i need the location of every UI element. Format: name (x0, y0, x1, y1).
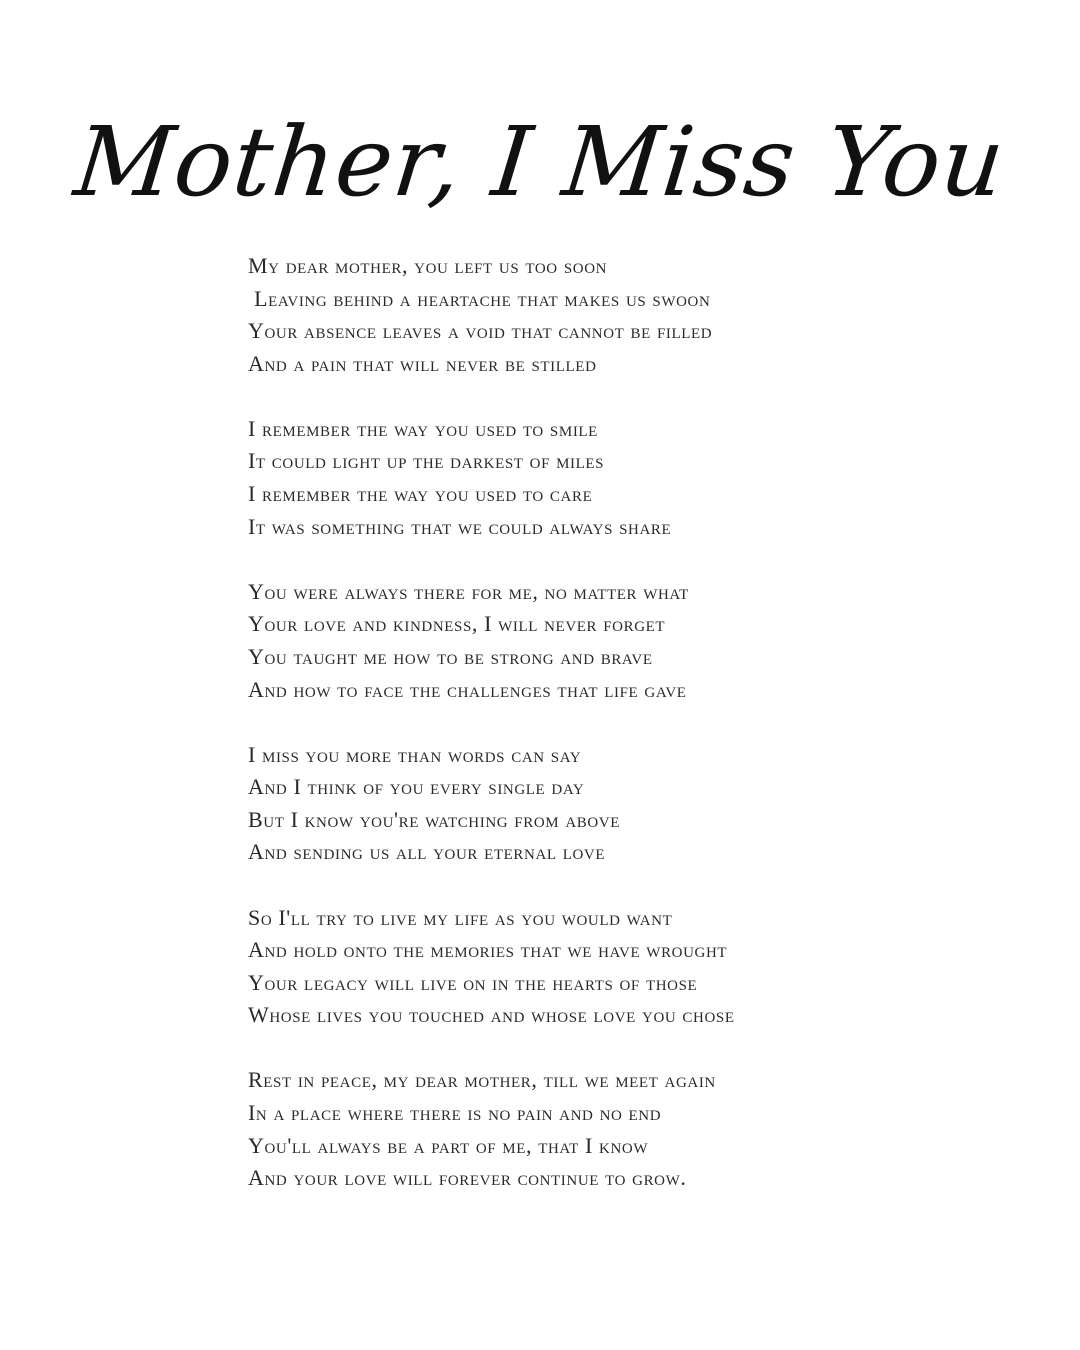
stanza-2 (248, 413, 868, 543)
poem-line: And I think of you every single day (248, 774, 585, 800)
stanza-4 (248, 739, 868, 869)
poem-body (248, 250, 868, 1227)
poem-line: But I know you're watching from above (248, 806, 620, 832)
poem-line: It was something that we could always share (248, 513, 672, 539)
stanza-6 (248, 1064, 868, 1194)
poem-line: And your love will forever continue to grow. (248, 1165, 687, 1191)
poem-line: You taught me how to be strong and brave (248, 643, 653, 669)
poem-line: I remember the way you used to care (248, 481, 593, 507)
poem-line: My dear mother, you left us too soon (248, 253, 608, 278)
poem-line: Your absence leaves a void that cannot be filled (248, 318, 713, 344)
stanza-1 (248, 250, 868, 380)
poem-line: So I'll try to live my life as you would want (248, 904, 673, 930)
poem-line: And a pain that will never be stilled (248, 350, 597, 376)
poem-line: You'll always be a part of me, that I know (248, 1132, 649, 1158)
poem-line: And how to face the challenges that life gave (248, 676, 687, 702)
stanza-5 (248, 902, 868, 1032)
poem-line: I remember the way you used to smile (248, 415, 598, 441)
poem-line: Whose lives you touched and whose love you chose (248, 1002, 735, 1028)
poem-line: And hold onto the memories that we have wrought (248, 937, 728, 963)
poem-line: In a place where there is no pain and no end (248, 1099, 662, 1125)
poem-line: You were always there for me, no matter what (248, 578, 689, 604)
poem-line: Your legacy will live on in the hearts of those (248, 969, 698, 995)
poem-line: It could light up the darkest of miles (248, 448, 605, 474)
poem-line: I miss you more than words can say (248, 741, 582, 767)
poem-line: Rest in peace, my dear mother, till we meet again (248, 1067, 716, 1093)
poem-line: And sending us all your eternal love (248, 839, 606, 865)
poem-line: Your love and kindness, I will never forget (248, 611, 666, 637)
poem-title: Mother, I Miss You (69, 106, 1011, 218)
poem-line: Leaving behind a heartache that makes us swoon (248, 285, 711, 311)
stanza-3 (248, 576, 868, 706)
